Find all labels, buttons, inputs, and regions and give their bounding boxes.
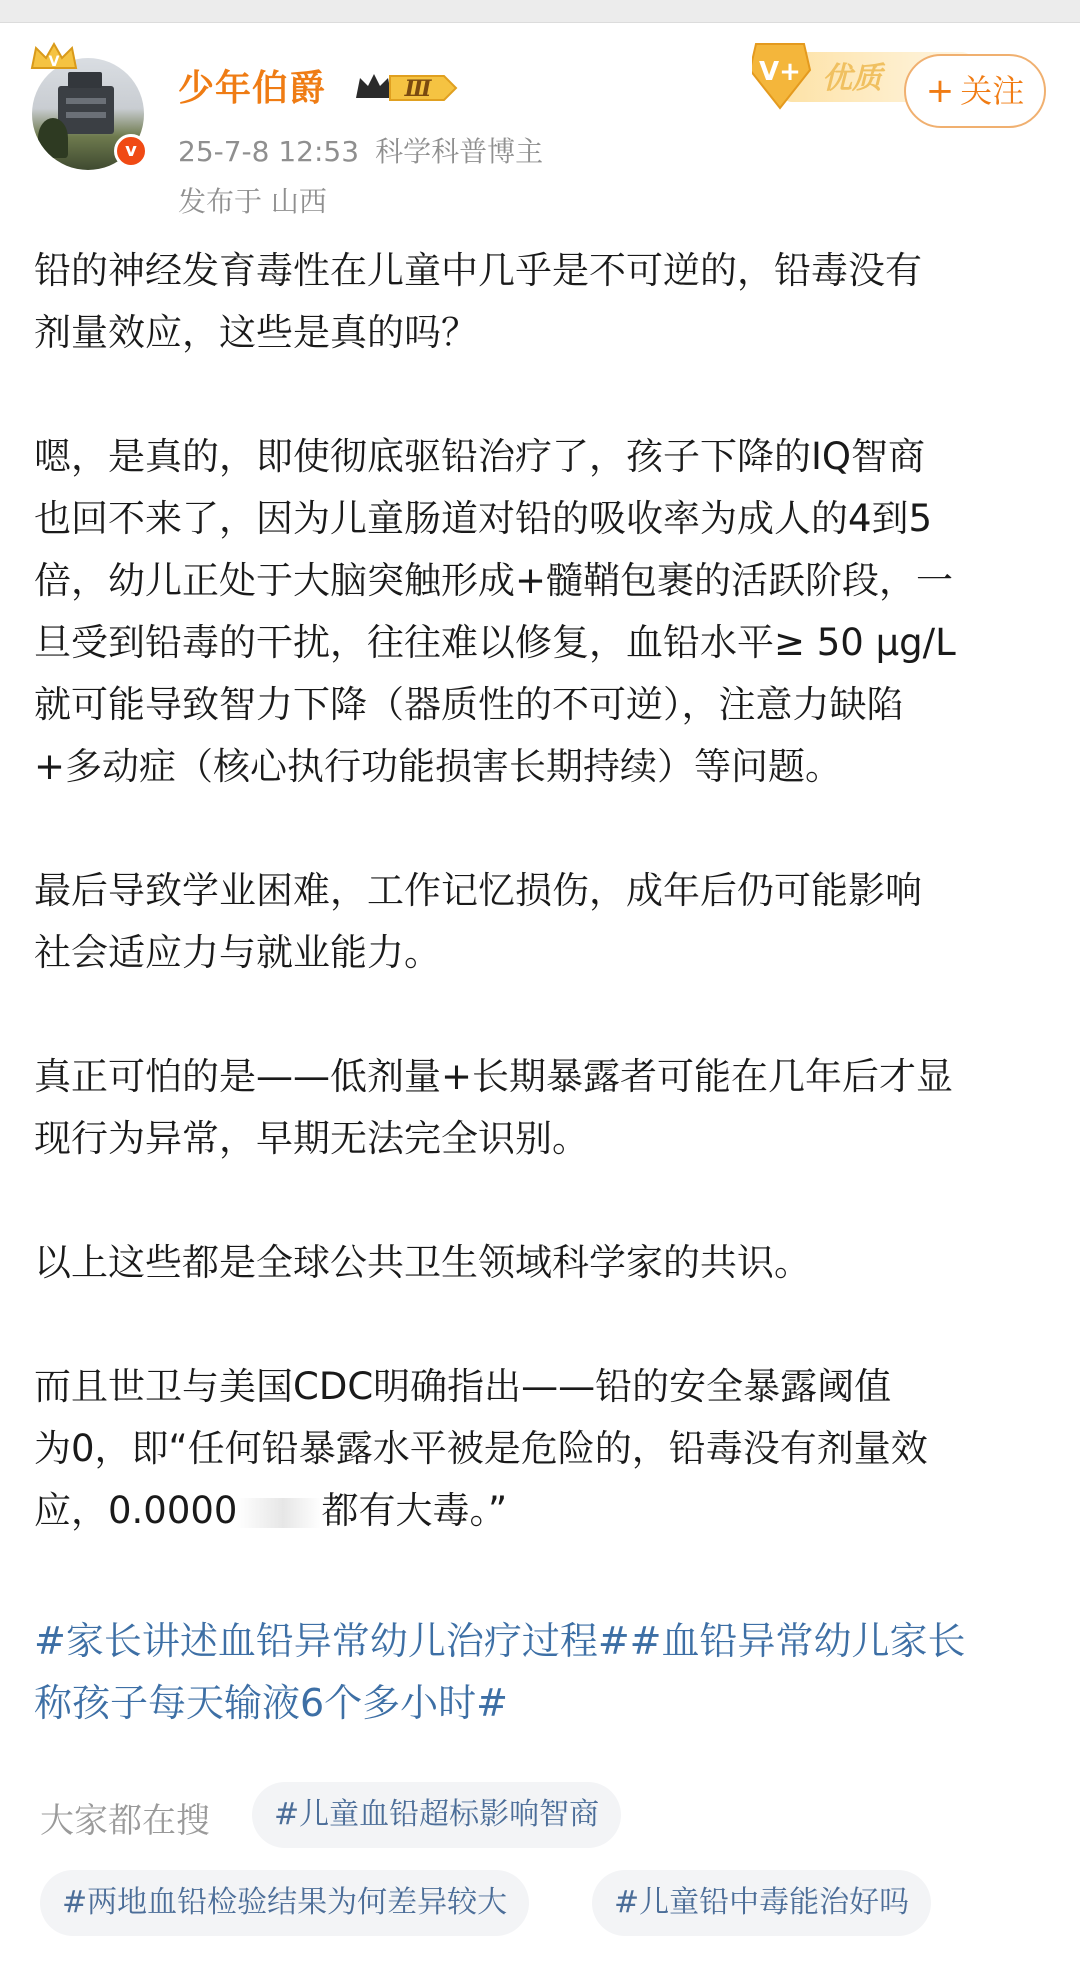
post-date: 25-7-8 12:53	[178, 135, 360, 168]
post-paragraph: 嗯，是真的，即使彻底驱铅治疗了，孩子下降的IQ智商 也回不来了，因为儿童肠道对铅的吸收率为成人的4到5 倍，幼儿正处于大脑突触形成+髓鞘包裹的活跃阶段，一 旦受到铅毒的干扰，往往难以修复，血铅水平≥ 50 μg/L 就可能导致智力下降（器质性的不可逆），注意力缺陷 +多动症（核心执行功能损害长期持续）等问题。	[34, 435, 956, 788]
search-chip[interactable]: #两地血铅检验结果为何差异较大	[40, 1870, 529, 1936]
related-search-label: 大家都在搜	[40, 1801, 210, 1841]
author-avatar-group[interactable]	[32, 54, 144, 170]
post-hashtags[interactable]: #家长讲述血铅异常幼儿治疗过程##血铅异常幼儿家长 称孩子每天输液6个多小时#	[34, 1619, 966, 1725]
author-role: 科学科普博主	[375, 135, 544, 168]
blurred-text	[237, 1498, 321, 1528]
post-paragraph-last-part2: 都有大毒。”	[321, 1489, 508, 1532]
follow-label: 关注	[960, 72, 1025, 110]
post-paragraph: 铅的神经发育毒性在儿童中几乎是不可逆的，铅毒没有 剂量效应，这些是真的吗？	[34, 249, 922, 354]
post-meta	[178, 130, 543, 170]
level-crown-badge-icon	[352, 68, 460, 108]
author-name[interactable]: 少年伯爵	[178, 68, 327, 109]
post-location: 发布于 山西	[178, 185, 327, 218]
vip-crown-icon	[28, 40, 80, 76]
search-chip[interactable]: #儿童血铅超标影响智商	[252, 1782, 621, 1848]
post-paragraph: 以上这些都是全球公共卫生领域科学家的共识。	[34, 1241, 811, 1284]
post-paragraph: 最后导致学业困难，工作记忆损伤，成年后仍可能影响 社会适应力与就业能力。	[34, 869, 922, 974]
post-body	[34, 240, 1044, 1542]
verified-badge-icon: v	[114, 134, 148, 168]
search-chip[interactable]: #儿童铅中毒能治好吗	[592, 1870, 931, 1936]
top-edge-bar	[0, 0, 1080, 23]
svg-text:V+: V+	[759, 57, 801, 87]
follow-button[interactable]	[904, 54, 1046, 128]
post-paragraph-last-part1: 而且世卫与美国CDC明确指出——铅的安全暴露阈值 为0，即“任何铅暴露水平被是危险的，铅毒没有剂量效 应，0.0000	[34, 1365, 928, 1532]
plus-icon: +	[925, 71, 955, 111]
svg-text:V: V	[48, 54, 60, 70]
quality-badge-label: 优质	[822, 61, 882, 96]
post-paragraph: 真正可怕的是——低剂量+长期暴露者可能在几年后才显 现行为异常，早期无法完全识别。	[34, 1055, 954, 1160]
post-paragraph-last	[34, 1356, 1044, 1542]
level-badge-label: Ⅲ	[404, 76, 432, 102]
